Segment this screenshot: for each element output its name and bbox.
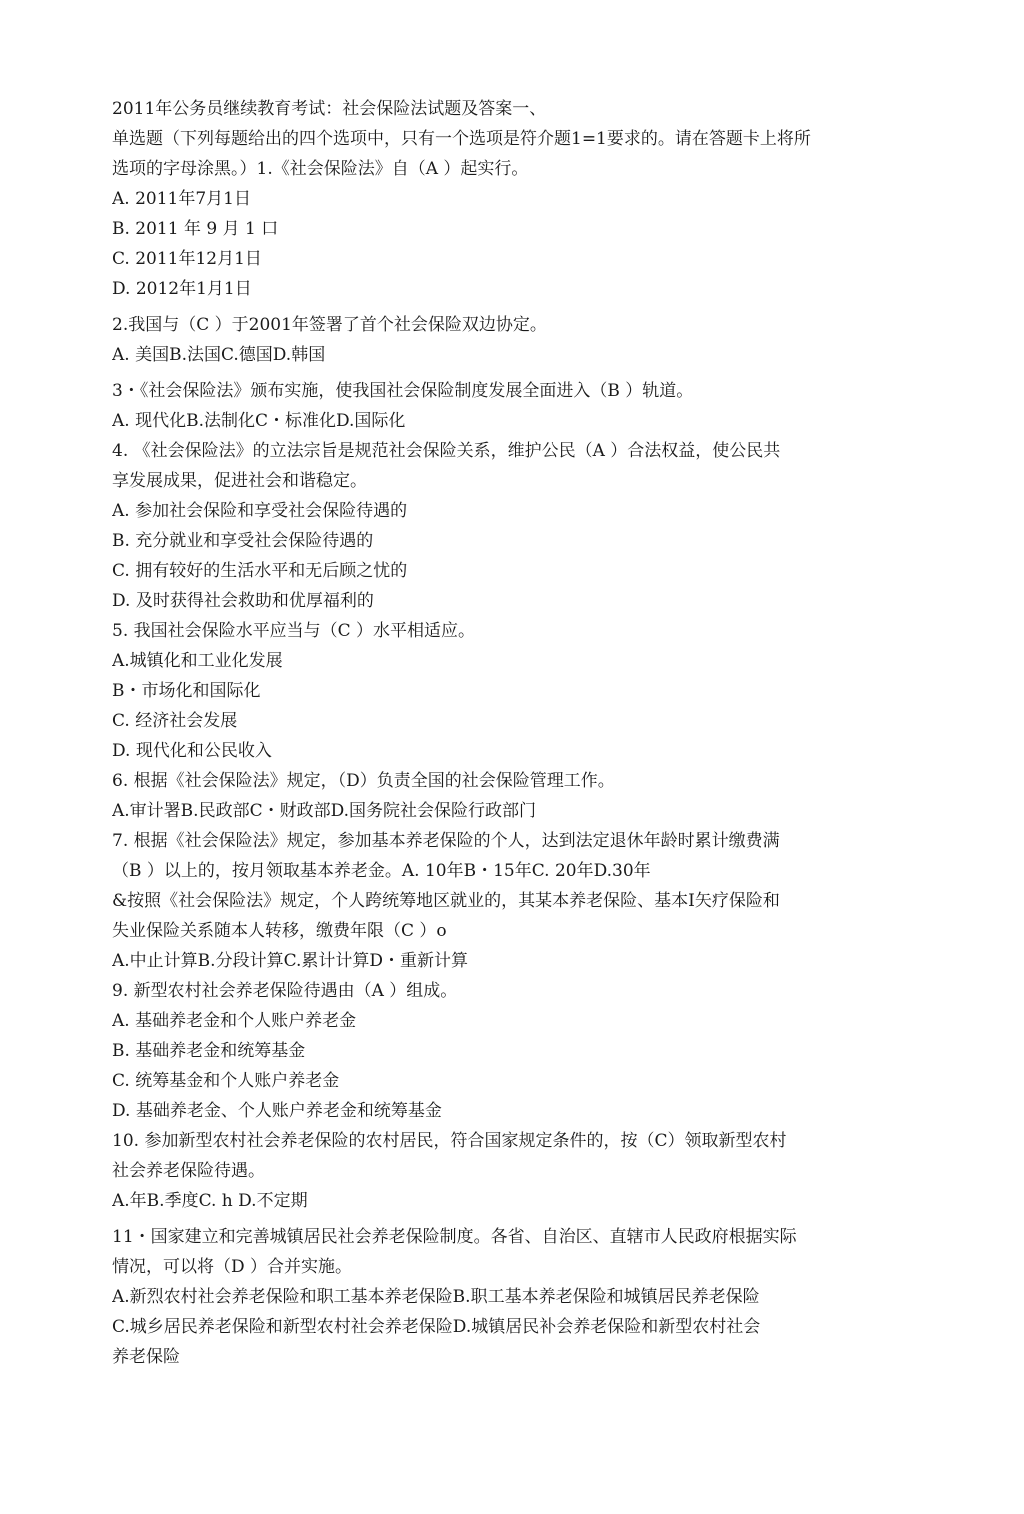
question-9-line: 9. 新型农村社会养老保险待遇由（A ）组成。 xyxy=(112,981,458,1001)
question-5-line: 5. 我国社会保险水平应当与（C ）水平相适应。 xyxy=(112,621,476,641)
question-9-option-c: C. 统筹基金和个人账户养老金 xyxy=(112,1071,340,1091)
question-3-options: A. 现代化B.法制化C・标准化D.国际化 xyxy=(112,411,406,431)
question-6-line: 6. 根据《社会保险法》规定，（D）负责全国的社会保险管理工作。 xyxy=(112,771,615,791)
question-5-option-d: D. 现代化和公民收入 xyxy=(112,741,272,761)
question-4-line-cont: 享发展成果，促进社会和谐稳定。 xyxy=(112,471,367,491)
document-body xyxy=(112,94,912,1372)
question-9-option-a: A. 基础养老金和个人账户养老金 xyxy=(112,1011,357,1031)
question-9-option-d: D. 基础养老金、个人账户养老金和统筹基金 xyxy=(112,1101,442,1121)
question-5-option-b: B・市场化和国际化 xyxy=(112,681,261,701)
question-8-options: A.中止计算B.分段计算C.累计计算D・重新计算 xyxy=(112,951,469,971)
question-10-line-cont: 社会养老保险待遇。 xyxy=(112,1161,265,1181)
question-11-options-ab: A.新烈农村社会养老保险和职工基本养老保险B.职工基本养老保险和城镇居民养老保险 xyxy=(112,1287,760,1307)
question-9-option-b: B. 基础养老金和统筹基金 xyxy=(112,1041,306,1061)
question-3-line: 3・《社会保险法》颁布实施，使我国社会保险制度发展全面进入（B ）轨道。 xyxy=(112,381,694,401)
question-1-option-d: D. 2012年1月1日 xyxy=(112,279,252,299)
question-6-options: A.审计署B.民政部C・财政部D.国务院社会保险行政部门 xyxy=(112,801,537,821)
question-11-options-cont: 养老保险 xyxy=(112,1347,180,1367)
question-1-option-c: C. 2011年12月1日 xyxy=(112,249,262,269)
question-11-options-cd: C.城乡居民养老保险和新型农村社会养老保险D.城镇居民补会养老保险和新型农村社会 xyxy=(112,1317,761,1337)
question-11-line-cont: 情况，可以将（D ）合并实施。 xyxy=(112,1257,353,1277)
question-11-line: 11・国家建立和完善城镇居民社会养老保险制度。各省、自治区、直辖市人民政府根据实际 xyxy=(112,1227,797,1247)
question-10-line: 10. 参加新型农村社会养老保险的农村居民，符合国家规定条件的，按（C）领取新型农村 xyxy=(112,1131,787,1151)
question-7-line-cont: （B ）以上的，按月领取基本养老金。A. 10年B・15年C. 20年D.30年 xyxy=(112,861,651,881)
question-1-option-b: B. 2011 年 9 月 1 口 xyxy=(112,219,279,239)
question-4-option-b: B. 充分就业和享受社会保险待遇的 xyxy=(112,531,374,551)
question-1-option-a: A. 2011年7月1日 xyxy=(112,189,251,209)
question-1-line: 选项的字母涂黑。）1.《社会保险法》自（A ）起实行。 xyxy=(112,159,529,179)
question-8-line-cont: 失业保险关系随本人转移，缴费年限（C ）o xyxy=(112,921,447,941)
question-2-options: A. 美国B.法国C.德国D.韩国 xyxy=(112,345,326,365)
question-4-option-c: C. 拥有较好的生活水平和无后顾之忧的 xyxy=(112,561,408,581)
exam-title-line: 2011年公务员继续教育考试：社会保险法试题及答案一、 xyxy=(112,99,547,119)
question-4-option-d: D. 及时获得社会救助和优厚福利的 xyxy=(112,591,374,611)
question-4-line: 4. 《社会保险法》的立法宗旨是规范社会保险关系，维护公民（A ）合法权益，使公民共 xyxy=(112,441,781,461)
question-5-option-c: C. 经济社会发展 xyxy=(112,711,238,731)
question-10-options: A.年B.季度C. h D.不定期 xyxy=(112,1191,308,1211)
question-8-line: &按照《社会保险法》规定，个人跨统筹地区就业的，其某本养老保险、基本I矢疗保险和 xyxy=(112,891,780,911)
section-instruction-line: 单选题（下列每题给出的四个选项中，只有一个选项是符介题1=1要求的。请在答题卡上将所 xyxy=(112,129,811,149)
question-2-line: 2.我国与（C ）于2001年签署了首个社会保险双边协定。 xyxy=(112,315,547,335)
question-7-line: 7. 根据《社会保险法》规定，参加基本养老保险的个人，达到法定退休年龄时累计缴费满 xyxy=(112,831,780,851)
question-4-option-a: A. 参加社会保险和享受社会保险待遇的 xyxy=(112,501,408,521)
question-5-option-a: A.城镇化和工业化发展 xyxy=(112,651,283,671)
